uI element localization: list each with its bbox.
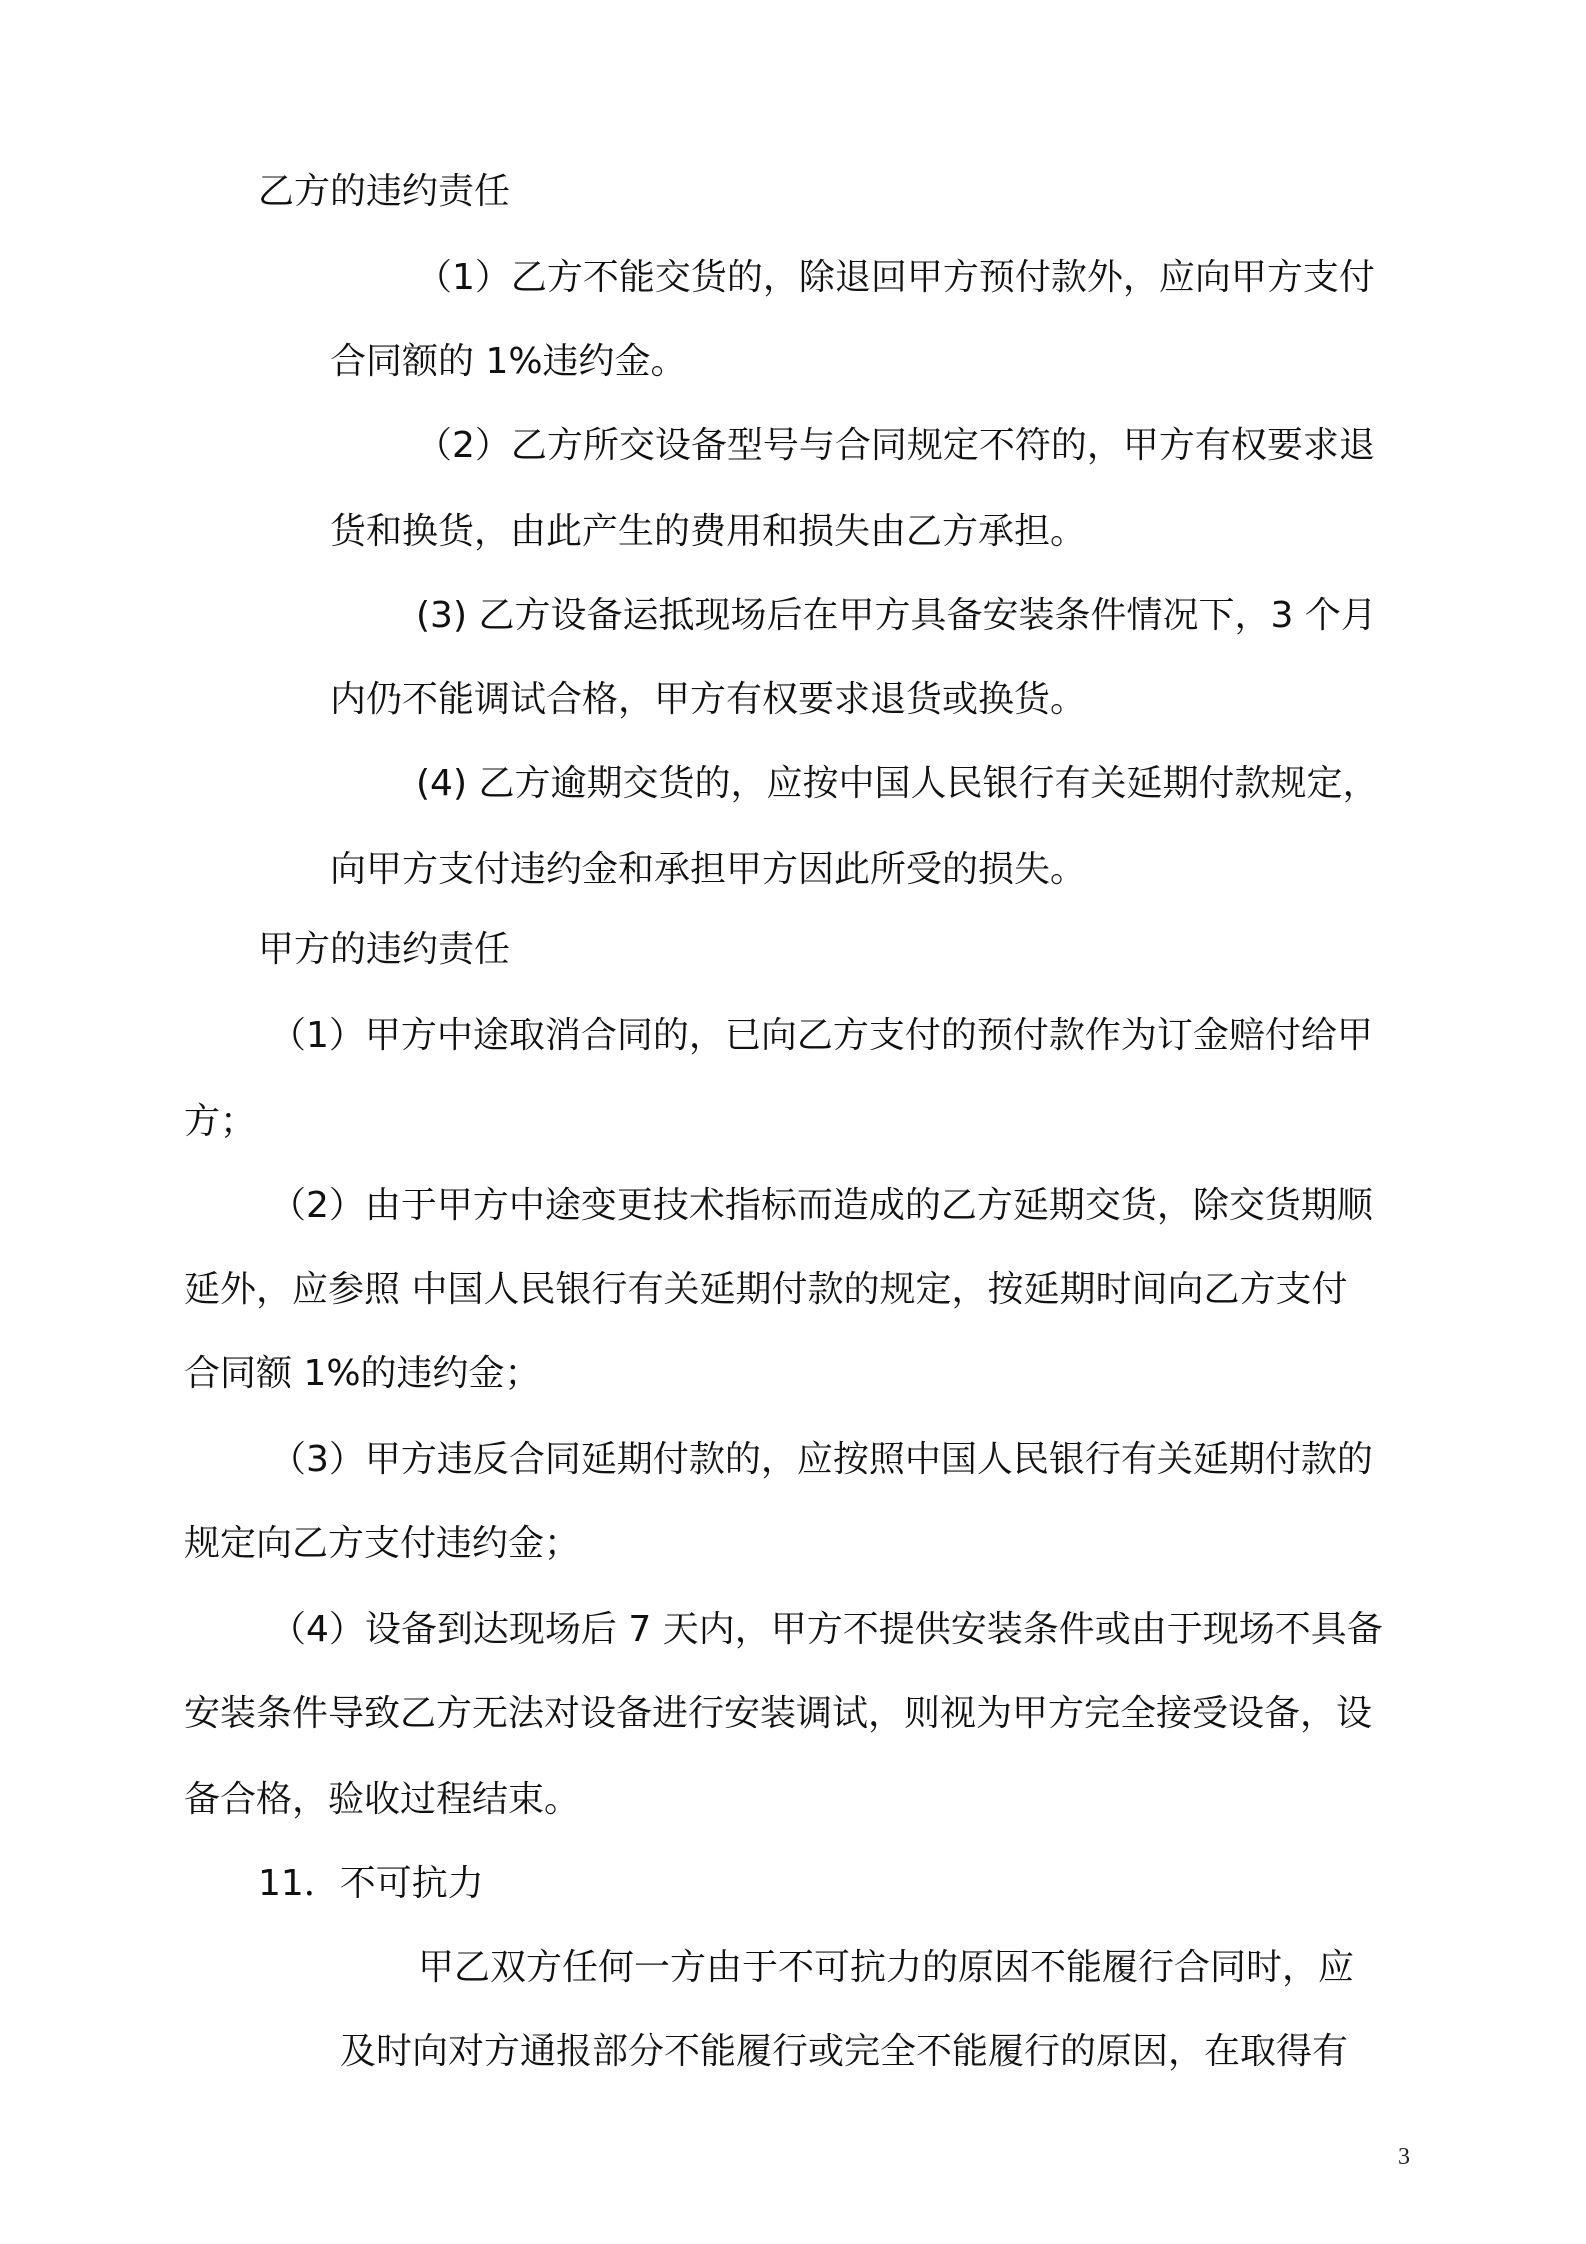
paragraph-line: 合同额的 1%违约金。 xyxy=(330,341,687,382)
paragraph-line: 方； xyxy=(184,1101,257,1142)
paragraph-line: （1）甲方中途取消合同的，已向乙方支付的预付款作为订金赔付给甲 xyxy=(270,1015,1373,1056)
paragraph-line: 及时向对方通报部分不能履行或完全不能履行的原因，在取得有 xyxy=(340,2031,1349,2072)
paragraph-line: （2）由于甲方中途变更技术指标而造成的乙方延期交货，除交货期顺 xyxy=(270,1185,1373,1226)
paragraph-line: 向甲方支付违约金和承担甲方因此所受的损失。 xyxy=(330,849,1087,890)
paragraph-line: 内仍不能调试合格，甲方有权要求退货或换货。 xyxy=(330,679,1087,720)
paragraph-line: 规定向乙方支付违约金； xyxy=(184,1523,581,1564)
paragraph-line: 延外，应参照 中国人民银行有关延期付款的规定，按延期时间向乙方支付 xyxy=(184,1269,1348,1310)
paragraph-line: （4）设备到达现场后 7 天内，甲方不提供安装条件或由于现场不具备 xyxy=(270,1609,1383,1650)
heading-party-a-liability: 甲方的违约责任 xyxy=(258,929,511,970)
paragraph-line: 备合格，验收过程结束。 xyxy=(184,1779,581,1820)
paragraph-line: （3）甲方违反合同延期付款的，应按照中国人民银行有关延期付款的 xyxy=(270,1439,1373,1480)
heading-force-majeure: 11．不可抗力 xyxy=(258,1863,484,1904)
page-number: 3 xyxy=(1398,2144,1410,2170)
heading-party-b-liability: 乙方的违约责任 xyxy=(258,171,511,212)
paragraph-line: (3) 乙方设备运抵现场后在甲方具备安装条件情况下，3 个月 xyxy=(416,595,1377,636)
paragraph-line: （2）乙方所交设备型号与合同规定不符的，甲方有权要求退 xyxy=(416,425,1375,466)
paragraph-line: 货和换货，由此产生的费用和损失由乙方承担。 xyxy=(330,511,1087,552)
paragraph-line: 甲乙双方任何一方由于不可抗力的原因不能履行合同时，应 xyxy=(418,1947,1355,1988)
paragraph-line: 合同额 1%的违约金； xyxy=(184,1353,541,1394)
paragraph-line: （1）乙方不能交货的，除退回甲方预付款外，应向甲方支付 xyxy=(416,257,1375,298)
paragraph-line: 安装条件导致乙方无法对设备进行安装调试，则视为甲方完全接受设备，设 xyxy=(184,1693,1373,1734)
paragraph-line: (4) 乙方逾期交货的，应按中国人民银行有关延期付款规定， xyxy=(416,763,1379,804)
